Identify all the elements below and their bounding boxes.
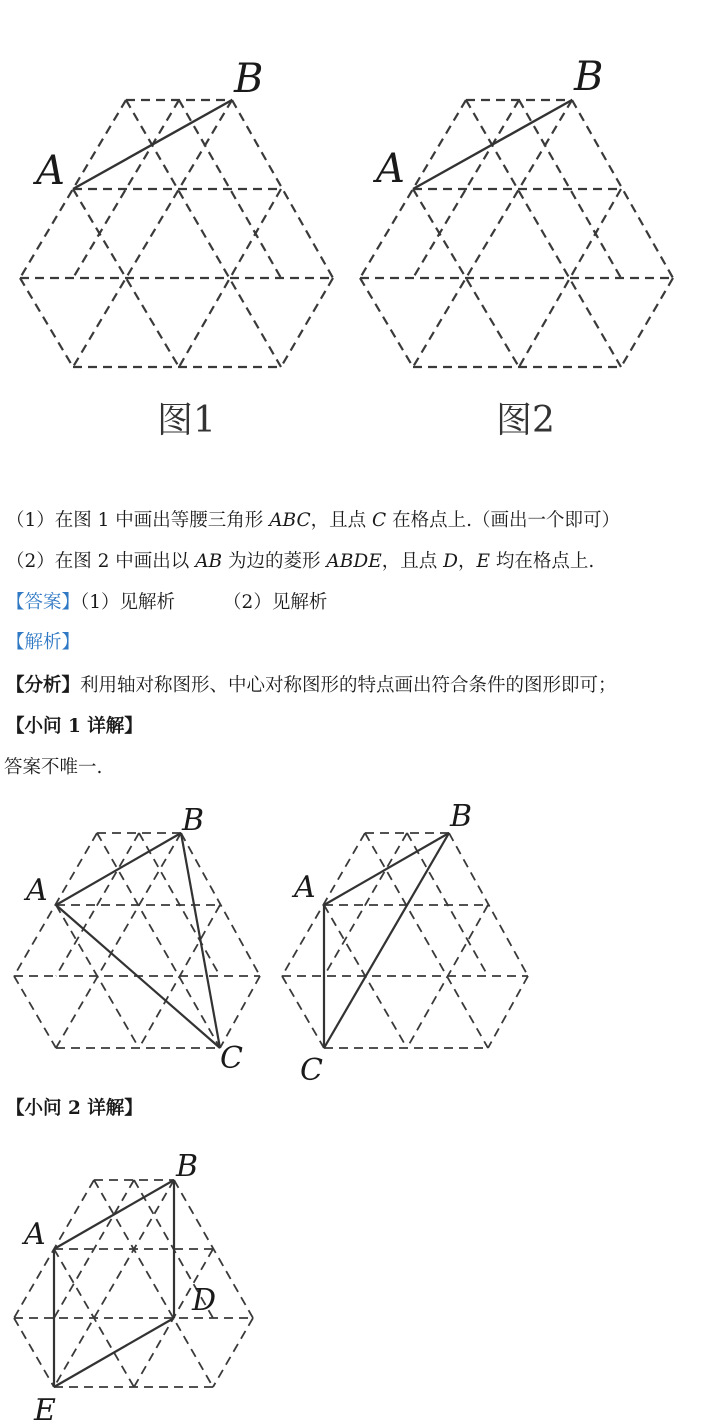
- label-B: B: [574, 54, 604, 100]
- analysis-tag: 【解析】: [6, 632, 81, 653]
- label-A: A: [294, 870, 316, 905]
- segment-BC: [181, 833, 220, 1048]
- segment-AB: [413, 100, 572, 189]
- solution-2: [0, 1148, 280, 1426]
- figure-1-caption: 图1: [157, 400, 216, 441]
- segment-AB: [324, 833, 449, 905]
- label-A: A: [24, 1217, 46, 1252]
- sub2-title: 【小问 2 详解】: [6, 1098, 143, 1119]
- label-B: B: [176, 1149, 199, 1184]
- answer-line: 【答案】（1）见解析 （2）见解析: [6, 592, 328, 613]
- sub1-title: 【小问 1 详解】: [6, 716, 143, 737]
- label-A: A: [376, 146, 405, 192]
- figure-2-caption: 图2: [496, 400, 555, 441]
- solution-1a-svg: [0, 800, 280, 1090]
- figure-2: [340, 0, 700, 400]
- segment-AB: [54, 1180, 174, 1249]
- label-C: C: [220, 1041, 243, 1076]
- grid-lines: [20, 100, 333, 367]
- segment-AB: [73, 100, 232, 189]
- solution-1b-svg: [268, 800, 548, 1090]
- segment-BC: [324, 833, 449, 1048]
- label-B: B: [450, 799, 473, 834]
- grid-lines: [360, 100, 673, 367]
- label-C: C: [300, 1053, 323, 1088]
- figure-1: [0, 0, 360, 400]
- label-E: E: [34, 1393, 56, 1426]
- label-A: A: [26, 873, 48, 908]
- solution-2-svg: [0, 1148, 280, 1426]
- solution-1a: [0, 800, 280, 1090]
- answer-tag: 【答案】: [6, 592, 81, 613]
- figure-1-svg: [0, 0, 360, 400]
- solution-1b: [268, 800, 548, 1090]
- sub1-text: 答案不唯一.: [4, 757, 103, 778]
- label-D: D: [192, 1283, 217, 1318]
- segment-AB: [56, 833, 181, 905]
- segment-DE: [54, 1318, 174, 1387]
- question-2: （2）在图 2 中画出以 AB 为边的菱形 ABDE，且点 D，E 均在格点上.: [6, 551, 595, 572]
- grid-lines: [14, 1180, 253, 1387]
- label-B: B: [234, 56, 264, 102]
- grid-lines: [282, 833, 528, 1048]
- figure-2-svg: [340, 0, 700, 400]
- grid-lines: [14, 833, 260, 1048]
- fenxi-line: 【分析】利用轴对称图形、中心对称图形的特点画出符合条件的图形即可；: [6, 675, 617, 696]
- label-A: A: [36, 148, 65, 194]
- label-B: B: [182, 803, 205, 838]
- question-1: （1）在图 1 中画出等腰三角形 ABC，且点 C 在格点上.（画出一个即可）: [6, 510, 620, 531]
